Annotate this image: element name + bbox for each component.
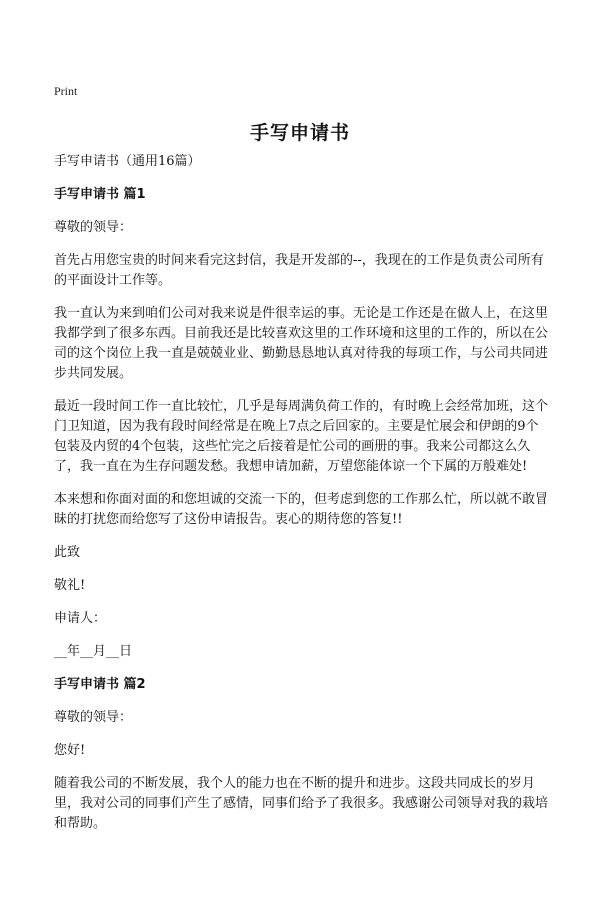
- paragraph: 最近一段时间工作一直比较忙，几乎是每周满负荷工作的，有时晚上会经常加班，这个门卫知道，因为我有段时间经常是在晚上7点之后回家的。主要是忙展会和伊朗的9个包装及内贸的4个包装，这些忙完之后接着是忙公司的画册的事。我来公司都这么久了，我一直在为生存问题发愁。我想申请加薪，万望您能体谅一个下属的万般难处!: [54, 399, 549, 474]
- section-1: [54, 185, 548, 662]
- salutation: 尊敬的领导：: [54, 710, 133, 725]
- closing-line: 敬礼!: [54, 578, 86, 593]
- paragraph: 我一直认为来到咱们公司对我来说是件很幸运的事。无论是工作还是在做人上，在这里我都学到了很多东西。目前我还是比较喜欢这里的工作环境和这里的工作的，所以在公司的这个岗位上我一直是兢兢业业、勤勤恳恳地认真对待我的每项工作，与公司共同进步共同发展。: [54, 306, 549, 381]
- greeting: 您好!: [54, 743, 86, 758]
- section-heading: 手写申请书 篇2: [54, 677, 146, 692]
- print-label: Print: [54, 84, 78, 98]
- applicant-line: 申请人：: [54, 611, 107, 626]
- paragraph: 首先占用您宝贵的时间来看完这封信，我是开发部的--，我现在的工作是负责公司所有的平面设计工作等。: [54, 253, 544, 288]
- paragraph: 随着我公司的不断发展，我个人的能力也在不断的提升和进步。这段共同成长的岁月里，我对公司的同事们产生了感情，同事们给予了我很多。我感谢公司领导对我的栽培和帮助。: [54, 776, 549, 831]
- closing-line: 此致: [54, 545, 81, 560]
- salutation: 尊敬的领导：: [54, 220, 133, 235]
- section-heading: 手写申请书 篇1: [54, 187, 146, 202]
- document-title: 手写申请书: [249, 122, 350, 144]
- document-subtitle: 手写申请书（通用16篇）: [54, 154, 201, 169]
- document-body: [54, 152, 548, 847]
- date-line: __年__月__日: [54, 644, 133, 659]
- paragraph: 本来想和你面对面的和您坦诚的交流一下的，但考虑到您的工作那么忙，所以就不敢冒昧的打扰您而给您写了这份申请报告。衷心的期待您的答复!!: [54, 492, 549, 527]
- section-2: [54, 675, 548, 834]
